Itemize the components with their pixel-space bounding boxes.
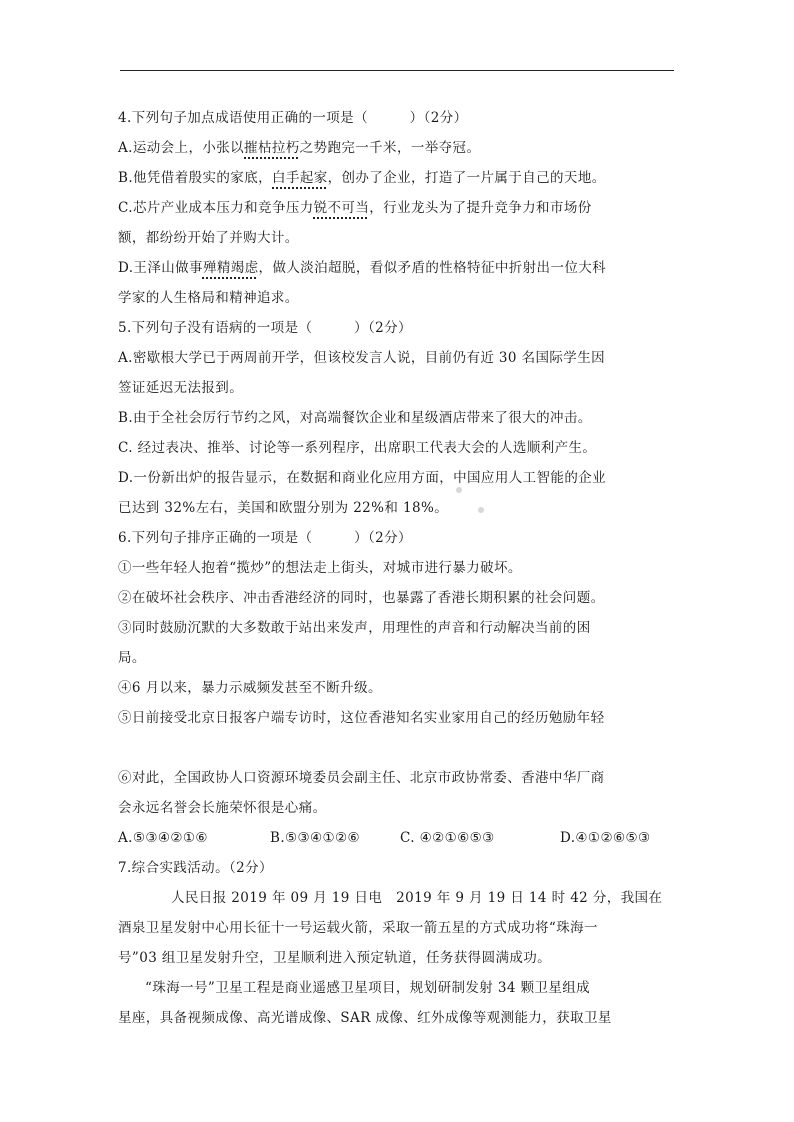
header-rule bbox=[120, 70, 674, 71]
q6-option-c: C. ④②①⑥⑤③ bbox=[400, 830, 495, 846]
q6-option-b: B.⑤③④①②⑥ bbox=[270, 830, 361, 846]
q4-option-d-cont: 学家的人生格局和精神追求。 bbox=[118, 290, 299, 306]
q7-stem: 7.综合实践活动。（2分） bbox=[118, 860, 273, 876]
q6-sentence-3: ③同时鼓励沉默的大多数敢于站出来发声，用理性的声音和行动解决当前的困 bbox=[118, 620, 591, 636]
q4-option-c-cont: 额，都纷纷开始了并购大计。 bbox=[118, 230, 299, 246]
q4-option-b: B.他凭借着殷实的家底，白手起家，创办了企业，打造了一片属于自己的天地。 bbox=[118, 170, 606, 186]
dotted-idiom: 锐不可当 bbox=[313, 200, 370, 216]
q6-sentence-4: ④6 月以来，暴力示威频发甚至不断升级。 bbox=[118, 680, 382, 696]
q5-option-b: B.由于全社会厉行节约之风，对高端餐饮企业和星级酒店带来了很大的冲击。 bbox=[118, 410, 592, 426]
exam-page-content bbox=[118, 103, 688, 1033]
q5-option-d: D.一份新出炉的报告显示，在数据和商业化应用方面，中国应用人工智能的企业 bbox=[118, 470, 607, 486]
q7-paragraph-1-cont: 号”03 组卫星发射升空，卫星顺利进入预定轨道，任务获得圆满成功。 bbox=[118, 950, 552, 966]
q5-option-c: C. 经过表决、推举、讨论等一系列程序，出席职工代表大会的人选顺利产生。 bbox=[118, 440, 597, 456]
q6-option-a: A.⑤③④②①⑥ bbox=[118, 830, 208, 846]
q4-stem: 4.下列句子加点成语使用正确的一项是（ ）（2分） bbox=[118, 110, 468, 126]
q5-option-a-cont: 签证延迟无法报到。 bbox=[118, 380, 244, 396]
dotted-idiom: 摧枯拉朽 bbox=[244, 140, 300, 156]
q6-option-d: D.④①②⑥⑤③ bbox=[560, 830, 651, 846]
q4-option-d: D.王泽山做事殚精竭虑，做人淡泊超脱，看似矛盾的性格特征中折射出一位大科 bbox=[118, 260, 607, 276]
q4-option-c: C.芯片产业成本压力和竞争压力锐不可当，行业龙头为了提升竞争力和市场份 bbox=[118, 200, 592, 216]
q7-paragraph-2: “珠海一号”卫星工程是商业遥感卫星项目，规划研制发射 34 颗卫星组成 bbox=[145, 980, 591, 996]
q7-paragraph-2-cont: 星座，具备视频成像、高光谱成像、SAR 成像、红外成像等观测能力，获取卫星 bbox=[118, 1010, 612, 1026]
q6-stem: 6.下列句子排序正确的一项是（ ）（2分） bbox=[118, 530, 412, 546]
q6-options bbox=[118, 823, 688, 853]
q7-paragraph-1-cont: 酒泉卫星发射中心用长征十一号运载火箭，采取一箭五星的方式成功将“珠海一 bbox=[118, 920, 598, 936]
q5-stem: 5.下列句子没有语病的一项是（ ）（2分） bbox=[118, 320, 412, 336]
q5-option-a: A.密歇根大学已于两周前开学，但该校发言人说，目前仍有近 30 名国际学生因 bbox=[118, 350, 606, 366]
q6-sentence-5: ⑤日前接受北京日报客户端专访时，这位香港知名实业家用自己的经历勉励年轻 bbox=[118, 710, 605, 726]
q5-option-d-cont: 已达到 32%左右，美国和欧盟分别为 22%和 18%。 bbox=[118, 500, 449, 516]
q6-sentence-6: ⑥对此，全国政协人口资源环境委员会副主任、北京市政协常委、香港中华厂商 bbox=[118, 770, 605, 786]
q6-sentence-3-cont: 局。 bbox=[118, 650, 146, 666]
dotted-idiom: 白手起家 bbox=[272, 170, 328, 186]
dotted-idiom: 殚精竭虑 bbox=[202, 260, 259, 276]
q6-sentence-2: ②在破坏社会秩序、冲击香港经济的同时，也暴露了香港长期积累的社会问题。 bbox=[118, 590, 605, 606]
blank-gap bbox=[118, 733, 688, 763]
q6-sentence-1: ①一些年轻人抱着“揽炒”的想法走上街头，对城市进行暴力破坏。 bbox=[118, 560, 522, 576]
q4-option-a: A.运动会上，小张以摧枯拉朽之势跑完一千米，一举夺冠。 bbox=[118, 140, 481, 156]
q6-sentence-6-cont: 会永远名誉会长施荣怀很是心痛。 bbox=[118, 800, 327, 816]
q7-paragraph-1: 人民日报 2019 年 09 月 19 日电 2019 年 9 月 19 日 14 时 42 分，我国在 bbox=[171, 890, 663, 906]
